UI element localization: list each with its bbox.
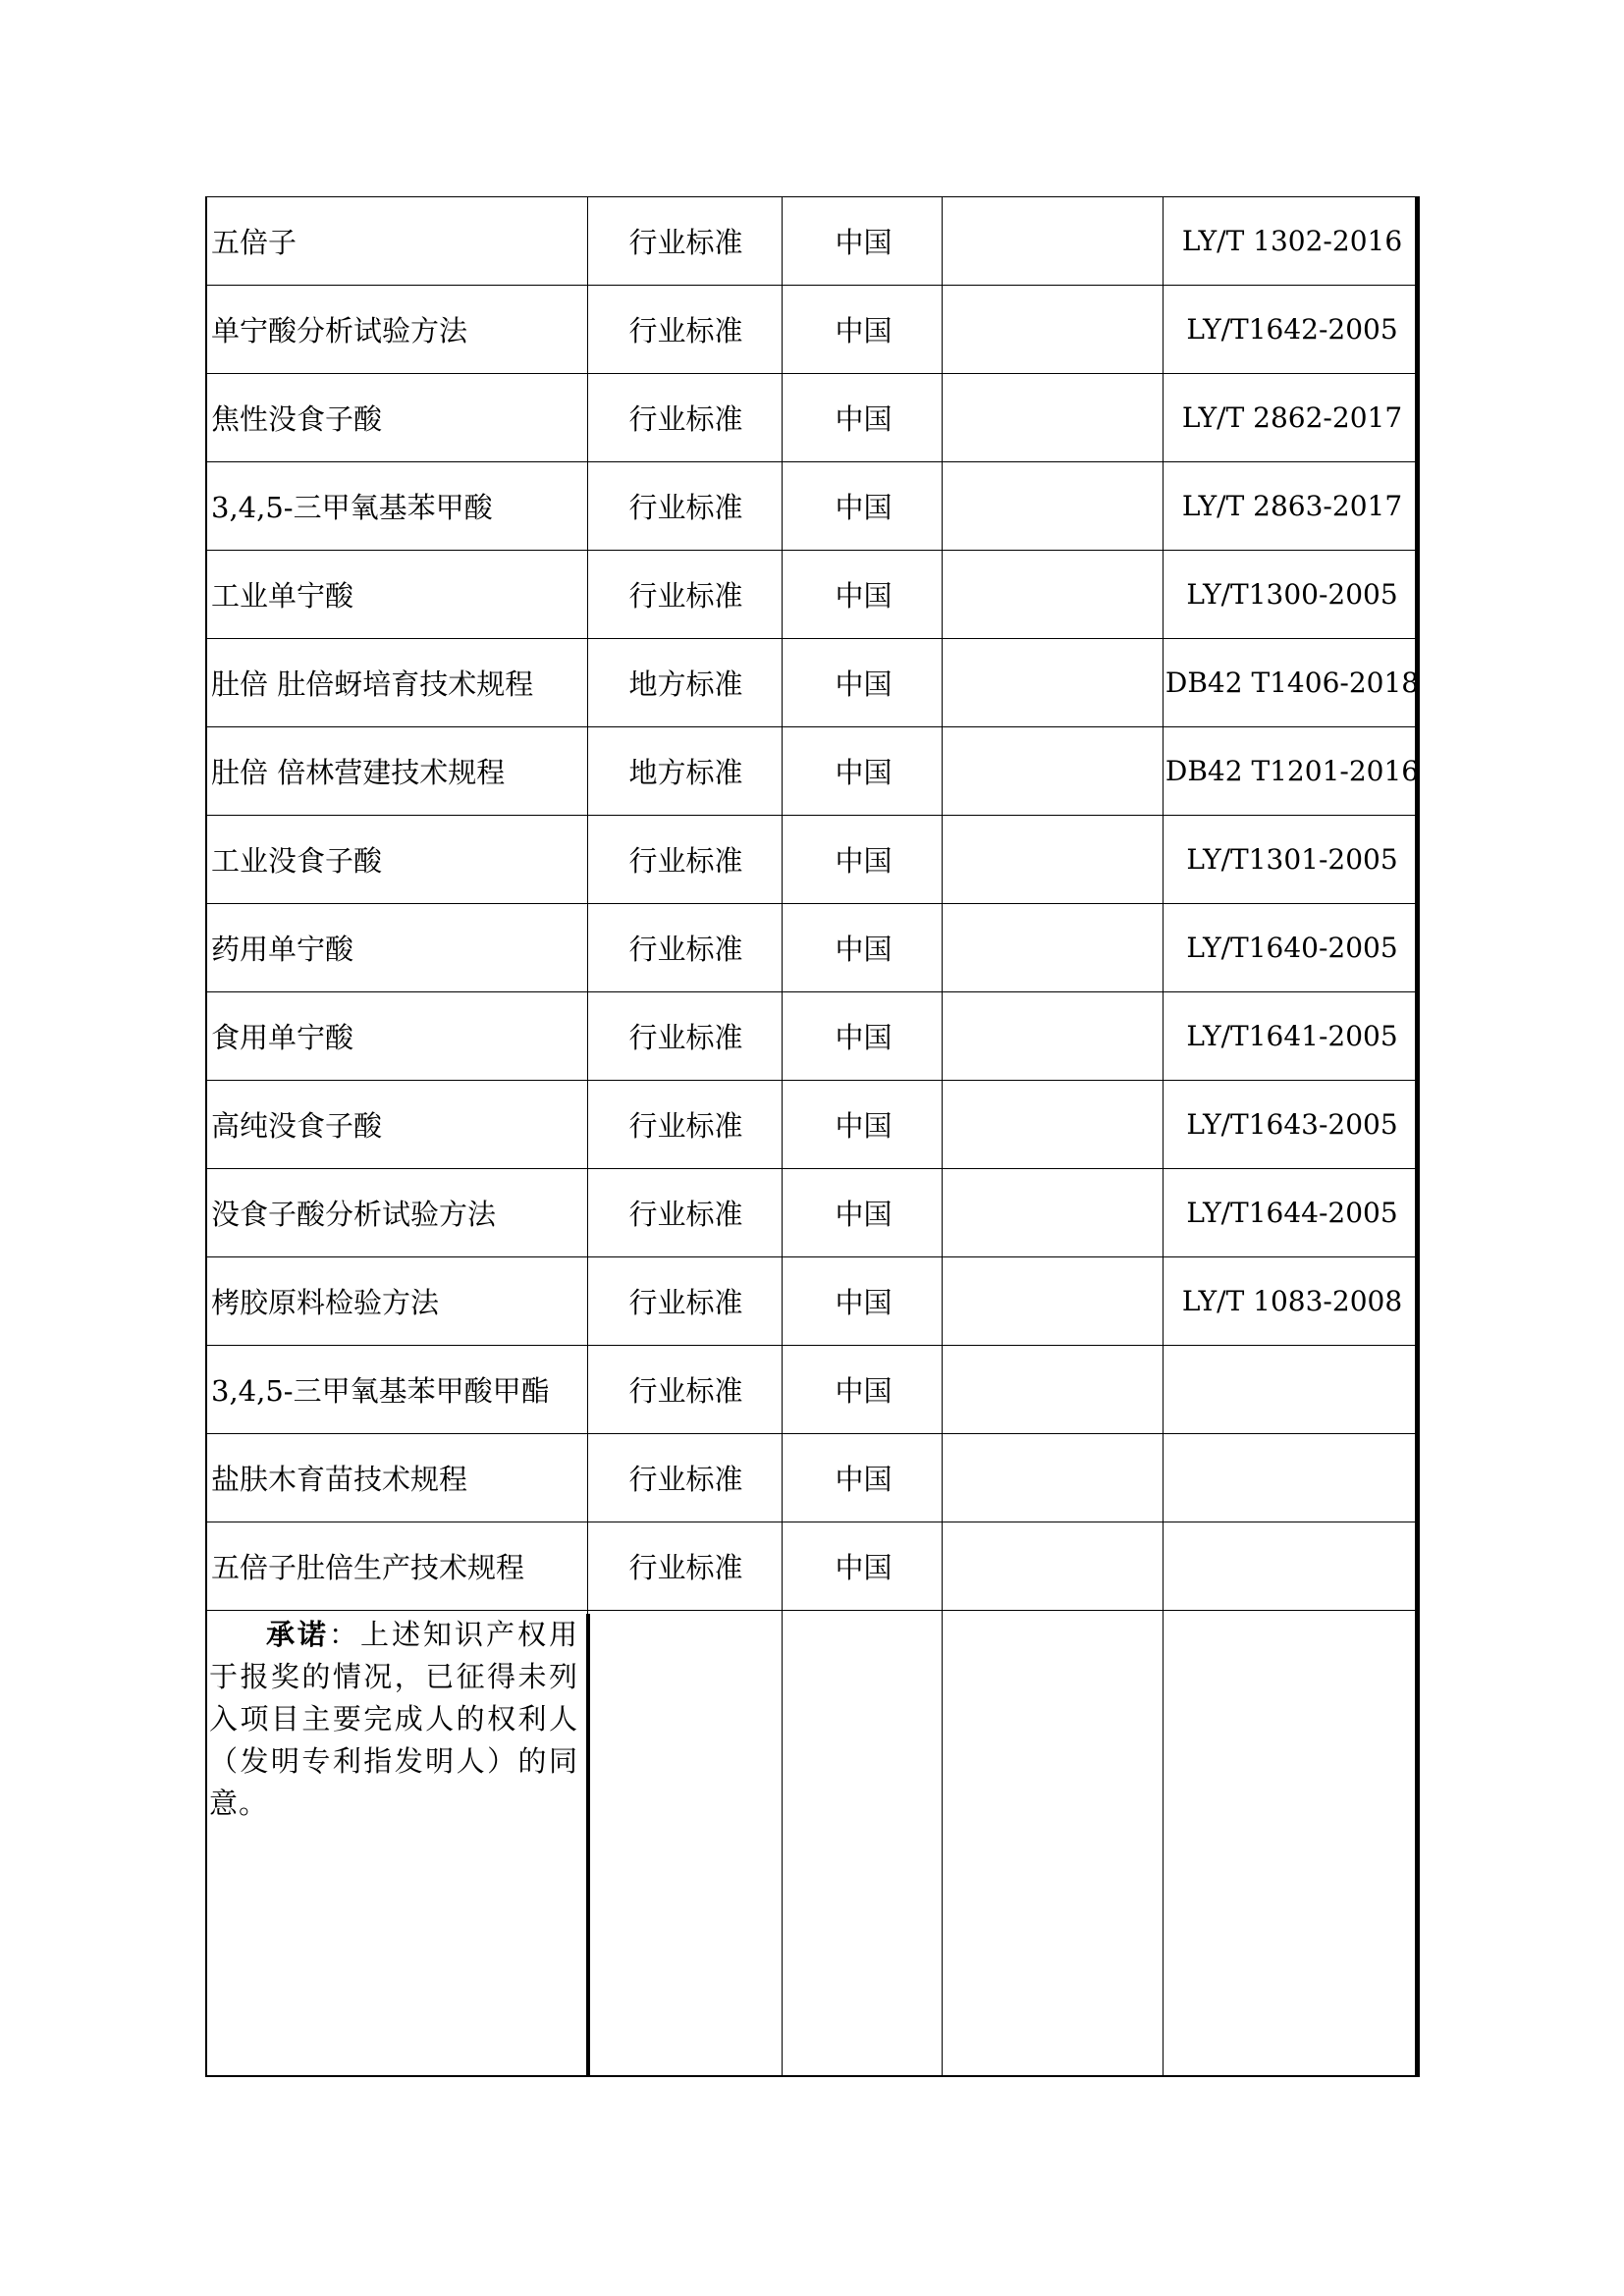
- standard-code: [1167, 1522, 1417, 1610]
- standard-name: 工业单宁酸: [211, 578, 354, 613]
- country: 中国: [835, 578, 893, 613]
- blank-cell: [946, 638, 1164, 726]
- standard-type: 行业标准: [628, 490, 743, 524]
- standard-code: LY/T1642-2005: [1186, 312, 1398, 346]
- country: 中国: [835, 932, 893, 966]
- standard-name: 工业没食子酸: [211, 843, 383, 878]
- standard-type: 行业标准: [628, 313, 743, 347]
- standard-name: 五倍子肚倍生产技术规程: [211, 1550, 525, 1584]
- country: 中国: [835, 1462, 893, 1496]
- standard-code: LY/T 1302-2016: [1181, 224, 1403, 257]
- standard-type: 行业标准: [628, 1550, 743, 1584]
- standard-code: DB42 T1201-2016: [1164, 754, 1420, 787]
- blank-cell: [946, 1522, 1164, 1610]
- column-divider-thick: [586, 1614, 590, 2075]
- country: 中国: [835, 1373, 893, 1408]
- blank-cell: [946, 461, 1164, 550]
- promise-statement: [209, 1614, 578, 1825]
- country: 中国: [835, 843, 893, 878]
- blank-cell: [946, 1433, 1164, 1522]
- country: 中国: [835, 225, 893, 259]
- standard-code: [1167, 1345, 1417, 1433]
- standard-name: 药用单宁酸: [211, 932, 354, 966]
- standard-code: LY/T 2862-2017: [1181, 400, 1403, 434]
- standard-name: 3,4,5-三甲氧基苯甲酸: [211, 490, 493, 524]
- blank-cell: [946, 1080, 1164, 1168]
- standard-name: 高纯没食子酸: [211, 1108, 383, 1143]
- standard-type: 行业标准: [628, 401, 743, 436]
- standard-name: 肚倍 倍林营建技术规程: [211, 755, 506, 789]
- table-row: [207, 550, 1415, 638]
- table-row: [207, 903, 1415, 991]
- blank-cell: [946, 815, 1164, 903]
- table-row: [207, 196, 1415, 285]
- blank-cell: [946, 726, 1164, 815]
- country: 中国: [835, 1020, 893, 1054]
- country: 中国: [835, 1550, 893, 1584]
- standard-type: 行业标准: [628, 1020, 743, 1054]
- standard-code: LY/T 1083-2008: [1181, 1284, 1403, 1317]
- table-row: [207, 373, 1415, 461]
- standard-name: 五倍子: [211, 225, 298, 259]
- country: 中国: [835, 667, 893, 701]
- standard-type: 地方标准: [628, 755, 743, 789]
- standard-type: 行业标准: [628, 1373, 743, 1408]
- country: 中国: [835, 313, 893, 347]
- blank-cell: [946, 1345, 1164, 1433]
- standard-code: [1167, 1433, 1417, 1522]
- standard-name: 3,4,5-三甲氧基苯甲酸甲酯: [211, 1373, 550, 1408]
- table-row: [207, 1522, 1415, 1610]
- standard-name: 焦性没食子酸: [211, 401, 383, 436]
- standard-type: 行业标准: [628, 1462, 743, 1496]
- standard-type: 行业标准: [628, 1285, 743, 1319]
- standard-name: 肚倍 肚倍蚜培育技术规程: [211, 667, 534, 701]
- table-row: [207, 461, 1415, 550]
- standard-code: LY/T1644-2005: [1186, 1196, 1398, 1229]
- promise-label: 承诺: [266, 1618, 329, 1651]
- standard-code: LY/T1643-2005: [1186, 1107, 1398, 1141]
- country: 中国: [835, 1285, 893, 1319]
- country: 中国: [835, 490, 893, 524]
- standard-name: 单宁酸分析试验方法: [211, 313, 468, 347]
- standard-type: 行业标准: [628, 843, 743, 878]
- promise-text: ：上述知识产权用于报奖的情况，已征得未列入项目主要完成人的权利人（发明专利指发明人）的同意。: [209, 1618, 578, 1820]
- table-row: [207, 638, 1420, 726]
- blank-cell: [946, 903, 1164, 991]
- table-row: [207, 815, 1415, 903]
- standard-type: 行业标准: [628, 1197, 743, 1231]
- table-row: [207, 726, 1420, 815]
- standard-type: 行业标准: [628, 932, 743, 966]
- standard-name: 没食子酸分析试验方法: [211, 1197, 497, 1231]
- standard-name: 食用单宁酸: [211, 1020, 354, 1054]
- blank-cell: [946, 550, 1164, 638]
- standard-code: LY/T1641-2005: [1186, 1019, 1398, 1052]
- table-row: [207, 1080, 1415, 1168]
- standard-code: LY/T1640-2005: [1186, 931, 1398, 964]
- country: 中国: [835, 401, 893, 436]
- table-row: [207, 1168, 1415, 1256]
- table-row: [207, 285, 1415, 373]
- blank-cell: [946, 373, 1164, 461]
- blank-cell: [946, 1256, 1164, 1345]
- standard-code: DB42 T1406-2018: [1164, 666, 1420, 699]
- table-row: [207, 1256, 1415, 1345]
- country: 中国: [835, 1197, 893, 1231]
- standard-code: LY/T1301-2005: [1186, 842, 1398, 876]
- table-row: [207, 1345, 1415, 1433]
- standard-name: 栲胶原料检验方法: [211, 1285, 440, 1319]
- country: 中国: [835, 1108, 893, 1143]
- standard-type: 行业标准: [628, 225, 743, 259]
- standard-type: 行业标准: [628, 1108, 743, 1143]
- standard-code: LY/T 2863-2017: [1181, 489, 1403, 522]
- standard-code: LY/T1300-2005: [1186, 577, 1398, 611]
- blank-cell: [946, 285, 1164, 373]
- blank-cell: [946, 1168, 1164, 1256]
- table-row: [207, 991, 1415, 1080]
- table-row: [207, 1433, 1415, 1522]
- row-divider: [207, 1610, 1415, 1611]
- country: 中国: [835, 755, 893, 789]
- standard-type: 地方标准: [628, 667, 743, 701]
- standard-name: 盐肤木育苗技术规程: [211, 1462, 468, 1496]
- blank-cell: [946, 991, 1164, 1080]
- blank-cell: [946, 196, 1164, 285]
- standard-type: 行业标准: [628, 578, 743, 613]
